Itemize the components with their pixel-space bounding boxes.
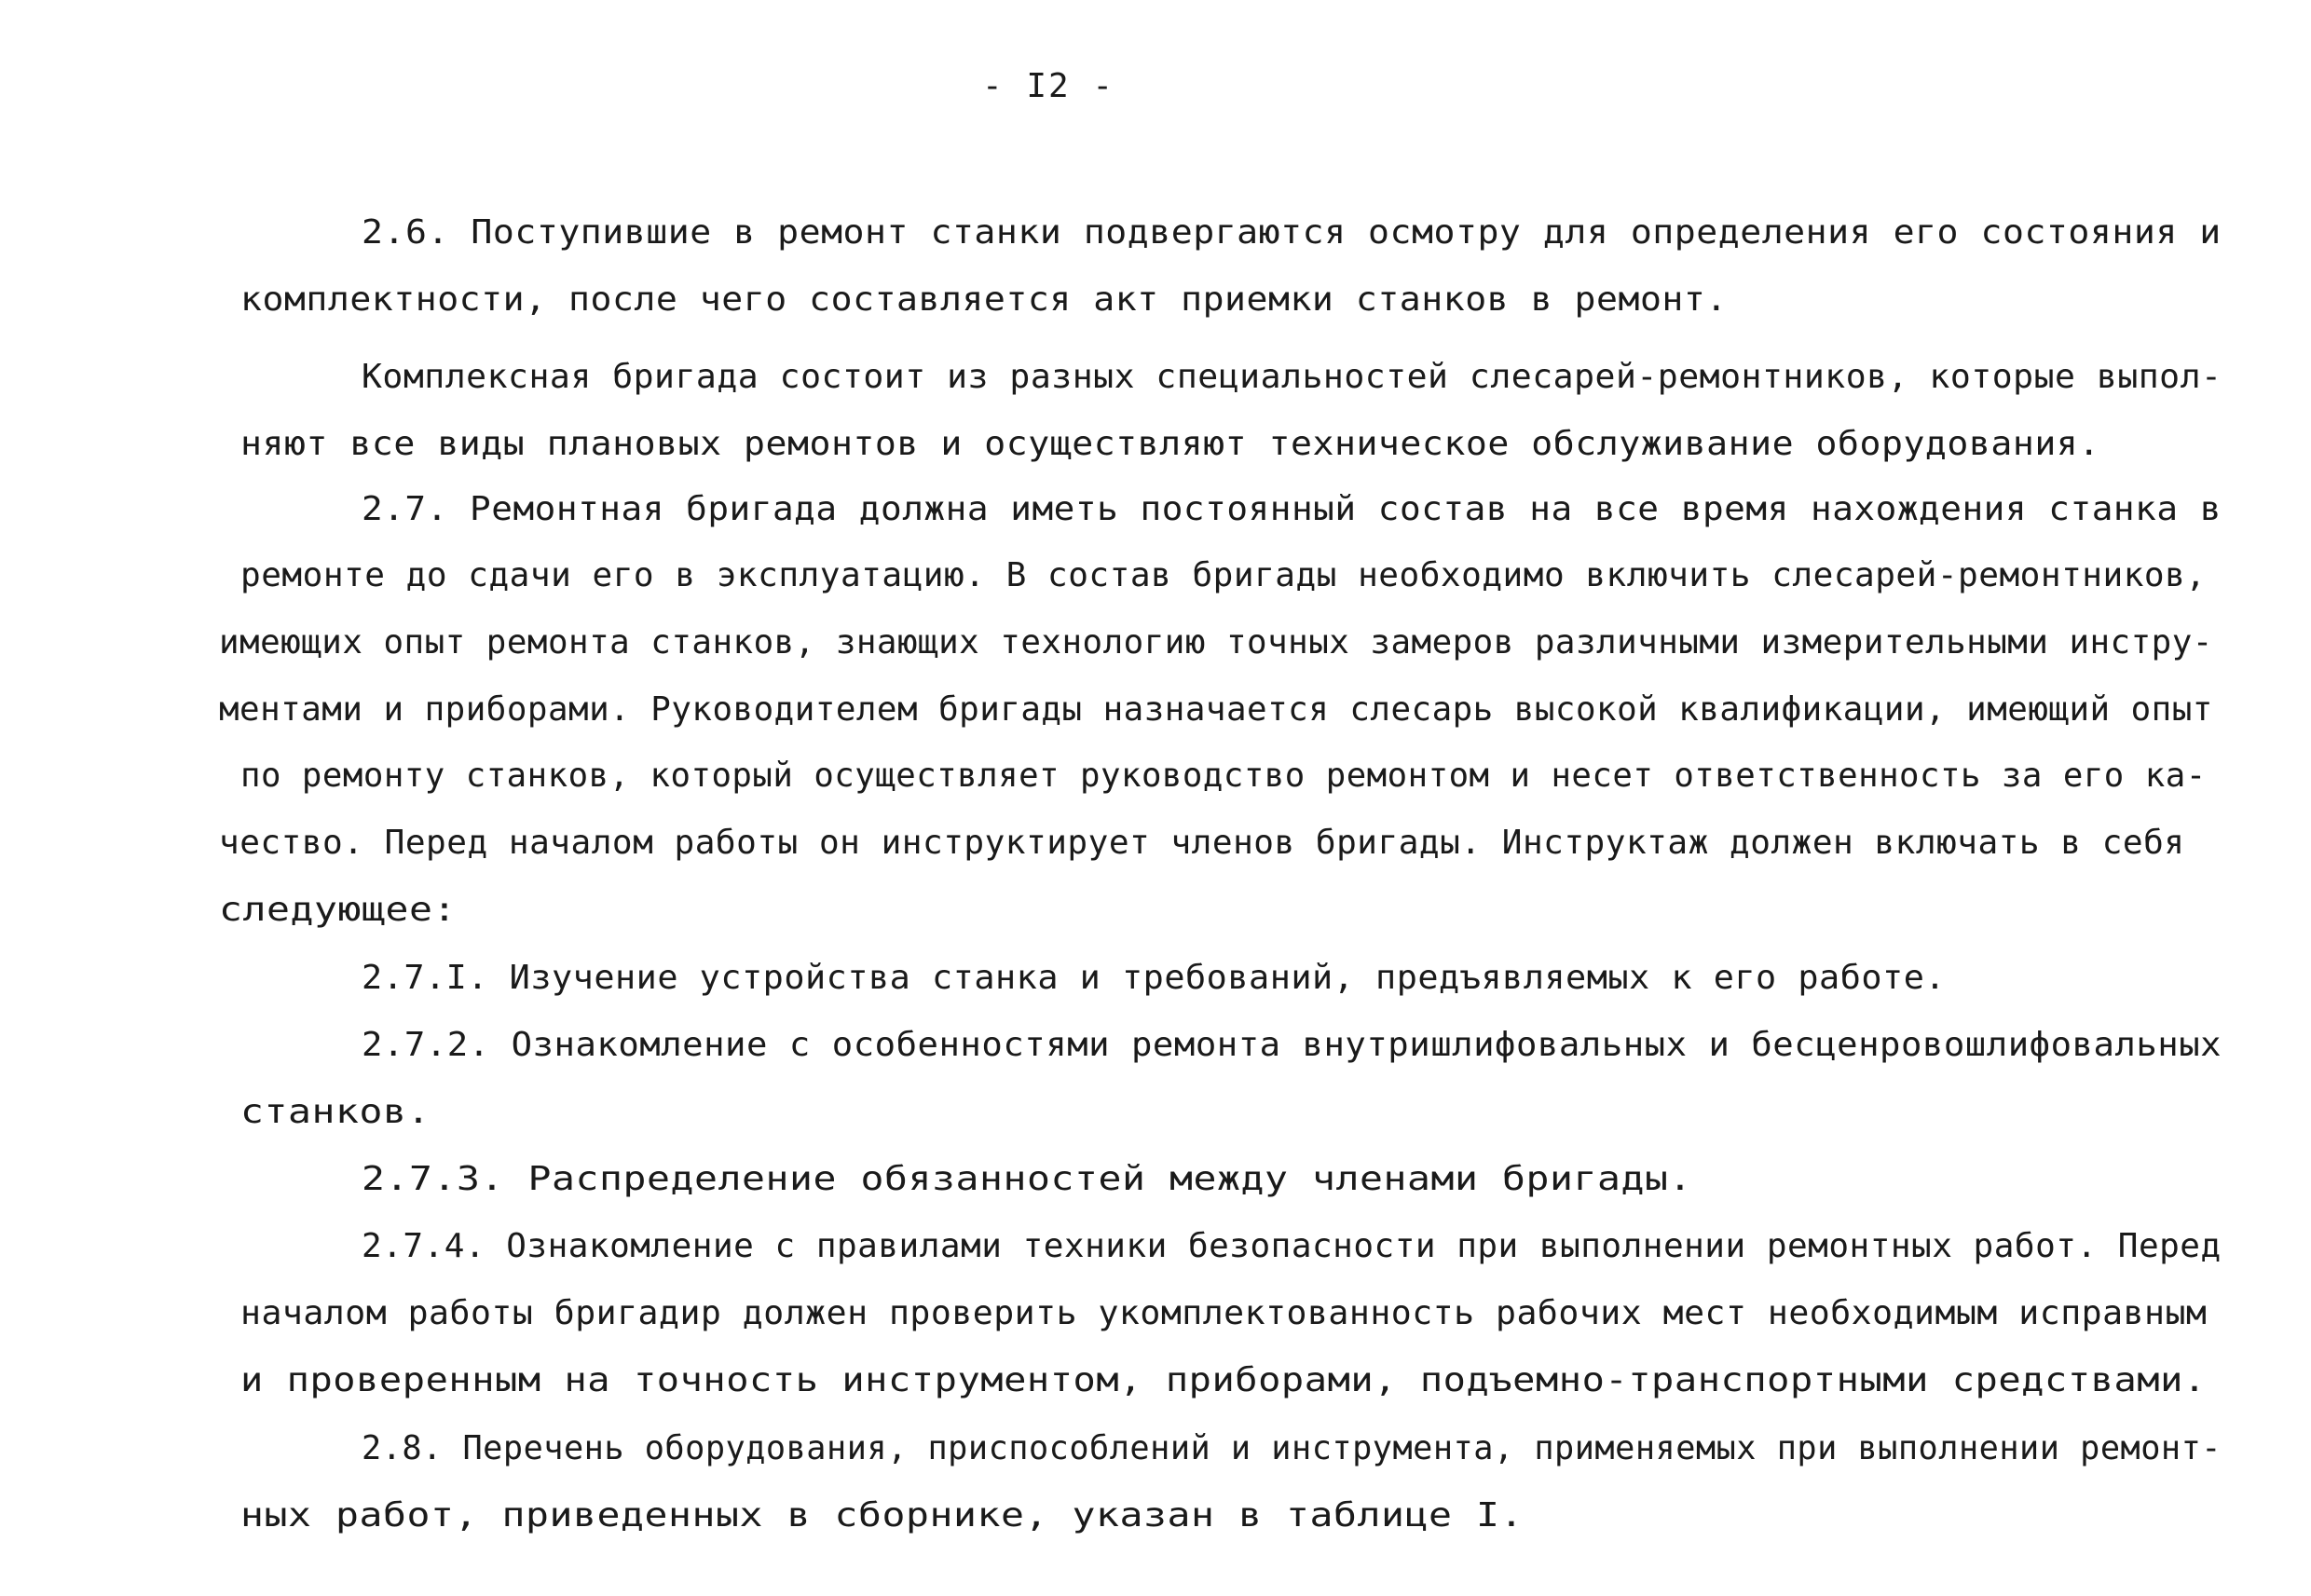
text-line: Комплексная бригада состоит из разных специальностей слесарей-ремонтников, которые выпол- (362, 358, 2222, 396)
text-line: 2.7.2. Ознакомление с особенностями ремонта внутришлифовальных и бесценровошлифовальных (362, 1026, 2222, 1064)
text-line: 2.7.3. Распределение обязанностей между членами бригады. (362, 1160, 1692, 1198)
text-line: 2.7.I. Изучение устройства станка и требований, предъявляемых к его работе. (362, 959, 1947, 997)
text-line: 2.7. Ремонтная бригада должна иметь постоянный состав на все время нахождения станка в (362, 490, 2222, 528)
text-line: чество. Перед началом работы он инструктирует членов бригады. Инструктаж должен включать в себя (219, 824, 2185, 862)
text-line: комплектности, после чего составляется акт приемки станков в ремонт. (240, 280, 1728, 319)
text-line: следующее: (219, 891, 458, 929)
text-line: ных работ, приведенных в сборнике, указан в таблице I. (240, 1496, 1524, 1535)
text-line: имеющих опыт ремонта станков, знающих технологию точных замеров различными измерительными инстру- (219, 623, 2213, 662)
text-line: няют все виды плановых ремонтов и осуществляют техническое обслуживание оборудования. (240, 425, 2100, 463)
text-line: началом работы бригадир должен проверить укомплектованность рабочих мест необходимым исправным (240, 1294, 2208, 1332)
text-line: ремонте до сдачи его в эксплуатацию. В состав бригады необходимо включить слесарей-ремонтников, (240, 556, 2207, 594)
text-line: ментами и приборами. Руководителем бригады назначается слесарь высокой квалификации, имеющий опыт (219, 690, 2213, 729)
text-line: 2.8. Перечень оборудования, приспособлений и инструмента, применяемых при выполнении ремонт- (362, 1429, 2222, 1467)
text-line: станков. (240, 1093, 431, 1131)
text-line: по ремонту станков, который осуществляет руководство ремонтом и несет ответственность за его ка- (240, 757, 2207, 795)
page-number: - I2 - (981, 67, 1115, 105)
text-line: 2.6. Поступившие в ремонт станки подвергаются осмотру для определения его состояния и (362, 213, 2222, 252)
text-line: 2.7.4. Ознакомление с правилами техники безопасности при выполнении ремонтных работ. Перед (362, 1227, 2222, 1265)
text-line: и проверенным на точность инструментом, приборами, подъемно-транспортными средствами. (240, 1361, 2207, 1399)
